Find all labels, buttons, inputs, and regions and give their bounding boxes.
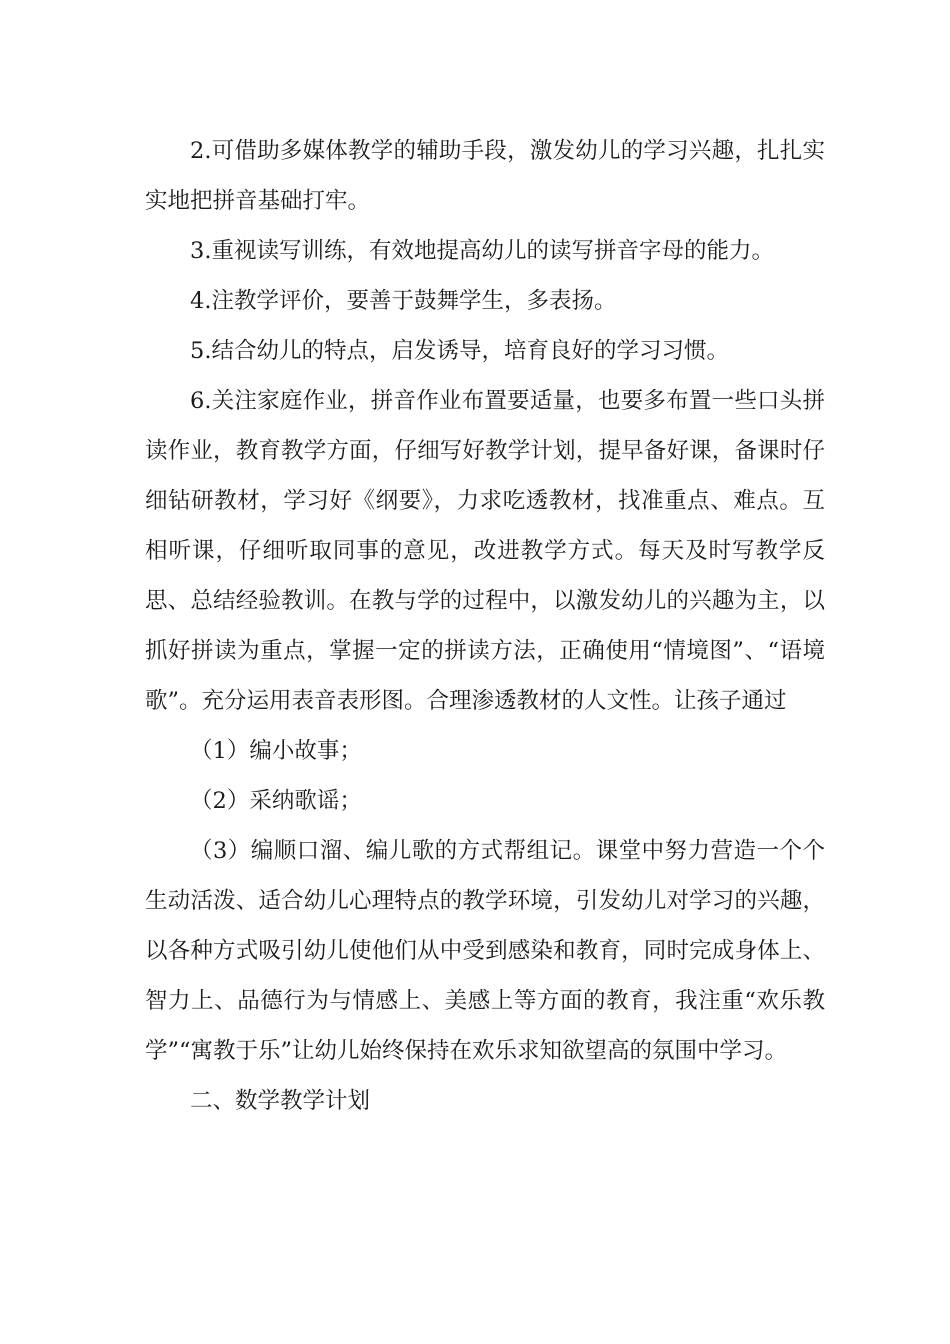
- paragraph-item-3: 3.重视读写训练，有效地提高幼儿的读写拼音字母的能力。: [190, 238, 774, 264]
- paragraph-item-5: 5.结合幼儿的特点，启发诱导，培育良好的学习习惯。: [190, 338, 729, 364]
- section-heading: 二、数学教学计划: [190, 1088, 371, 1114]
- sub-item-3: （3）编顺口溜、编儿歌的方式帮组记。课堂中努力营造一个个生动活泼、适合幼儿心理特点的教学环境，引发幼儿对学习的兴趣，以各种方式吸引幼儿使他们从中受到感染和教育，同时完成身体上、智力上、品德行为与情感上、美感上等方面的教育，我注重“欢乐教学”“寓教于乐”让幼儿始终保持在欢乐求知欲望高的氛围中学习。: [145, 838, 825, 1064]
- paragraph-item-2: 2.可借助多媒体教学的辅助手段，激发幼儿的学习兴趣，扎扎实实地把拼音基础打牢。: [145, 138, 825, 214]
- sub-item-1: （1）编小故事；: [190, 738, 362, 764]
- paragraph-item-4: 4.注教学评价，要善于鼓舞学生，多表扬。: [190, 288, 617, 314]
- document-body: [145, 126, 825, 1126]
- sub-item-2: （2）采纳歌谣；: [190, 788, 362, 814]
- paragraph-item-6: 6.关注家庭作业，拼音作业布置要适量，也要多布置一些口头拼读作业，教育教学方面，仔细写好教学计划，提早备好课，备课时仔细钻研教材，学习好《纲要》，力求吃透教材，找准重点、难点。互相听课，仔细听取同事的意见，改进教学方式。每天及时写教学反思、总结经验教训。在教与学的过程中，以激发幼儿的兴趣为主，以抓好拼读为重点，掌握一定的拼读方法，正确使用“情境图”、“语境歌”。充分运用表音表形图。合理渗透教材的人文性。让孩子通过: [145, 388, 825, 714]
